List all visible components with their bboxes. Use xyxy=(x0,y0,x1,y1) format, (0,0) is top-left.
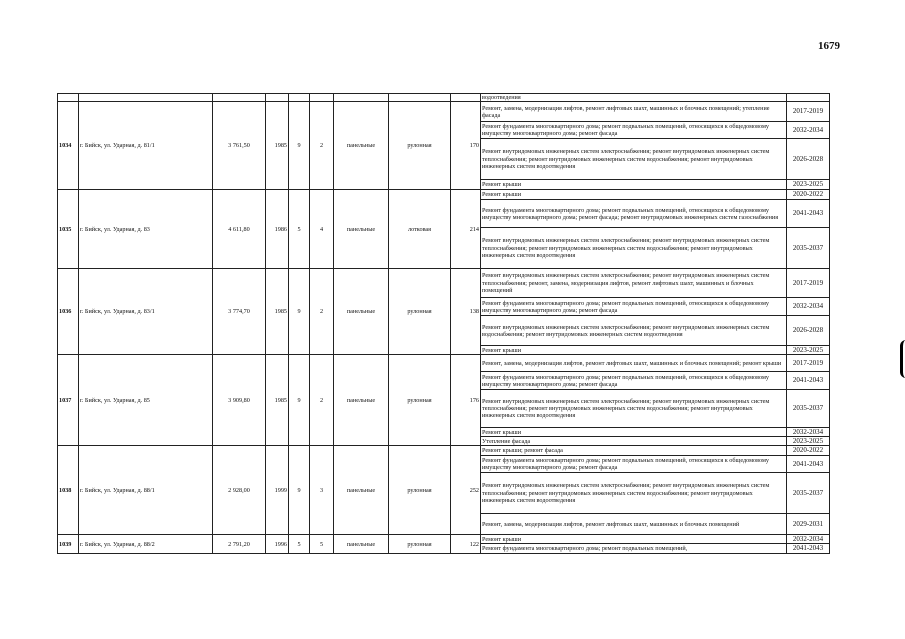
work-description: Утепление фасада xyxy=(481,437,787,446)
roof-type: рулонная xyxy=(389,446,451,535)
building-address: г. Бийск, ул. Ударная, д. 85 xyxy=(79,355,213,446)
work-description: Ремонт крыши; ремонт фасада xyxy=(481,446,787,456)
work-description: Ремонт, замена, модернизация лифтов, ремонт лифтовых шахт, машинных и блочных помещений; утепление фасада xyxy=(481,102,787,122)
building-area: 2 928,00 xyxy=(213,446,266,535)
period-cell: 2032-2034 xyxy=(787,122,830,139)
period-cell: 2029-2031 xyxy=(787,514,830,535)
build-year: 1999 xyxy=(266,446,289,535)
wall-material: панельные xyxy=(334,269,389,355)
build-year: 1985 xyxy=(266,269,289,355)
wall-material: панельные xyxy=(334,446,389,535)
floors-count: 5 xyxy=(289,190,310,269)
entrances-count: 4 xyxy=(310,190,334,269)
period-cell: 2020-2022 xyxy=(787,190,830,200)
empty-cell xyxy=(79,94,213,102)
entrances-count: 2 xyxy=(310,355,334,446)
floors-count: 9 xyxy=(289,102,310,190)
roof-type: рулонная xyxy=(389,535,451,554)
wall-material: панельные xyxy=(334,190,389,269)
work-description: Ремонт фундамента многоквартирного дома; ремонт подвальных помещений, относящихся к общедомовому имуществу многоквартирного дома; ремонт фасада xyxy=(481,372,787,390)
residents-count: 252 xyxy=(451,446,481,535)
residents-count: 214 xyxy=(451,190,481,269)
work-description: Ремонт, замена, модернизация лифтов, ремонт лифтовых шахт, машинных и блочных помещений; ремонт крыши xyxy=(481,355,787,372)
work-description: Ремонт фундамента многоквартирного дома; ремонт подвальных помещений, относящихся к общедомовому имуществу многоквартирного дома; ремонт фасада xyxy=(481,122,787,139)
table-row xyxy=(58,355,830,372)
table-row xyxy=(58,535,830,544)
entrances-count: 2 xyxy=(310,102,334,190)
building-area: 2 791,20 xyxy=(213,535,266,554)
binding-mark xyxy=(900,340,905,378)
period-cell: 2041-2043 xyxy=(787,544,830,554)
period-cell: 2032-2034 xyxy=(787,428,830,437)
work-description: Ремонт крыши xyxy=(481,180,787,190)
work-description: Ремонт внутридомовых инженерных систем электроснабжения; ремонт внутридомовых инженерных систем теплоснабжения; ремонт, замена, модернизация лифтов, ремонт лифтовых шахт, машинных и блочных помещений xyxy=(481,269,787,298)
building-address: г. Бийск, ул. Ударная, д. 83 xyxy=(79,190,213,269)
period-cell: 2023-2025 xyxy=(787,437,830,446)
build-year: 1985 xyxy=(266,355,289,446)
work-description: Ремонт крыши xyxy=(481,428,787,437)
entrances-count: 3 xyxy=(310,446,334,535)
building-area: 3 761,50 xyxy=(213,102,266,190)
work-description: Ремонт фундамента многоквартирного дома; ремонт подвальных помещений, относящихся к общедомовому имуществу многоквартирного дома; ремонт фасада xyxy=(481,298,787,316)
empty-cell xyxy=(266,94,289,102)
work-description: Ремонт внутридомовых инженерных систем электроснабжения; ремонт внутридомовых инженерных систем теплоснабжения; ремонт внутридомовых инженерных систем водоснабжения; ремонт внутридомовых инженерных систем водоотведения xyxy=(481,473,787,514)
empty-cell xyxy=(289,94,310,102)
wall-material: панельные xyxy=(334,102,389,190)
page-number: 1679 xyxy=(818,40,840,52)
work-description: Ремонт фундамента многоквартирного дома; ремонт подвальных помещений, относящихся к общедомовому имуществу многоквартирного дома; ремонт фасада xyxy=(481,456,787,473)
period-cell xyxy=(787,94,830,102)
table-row xyxy=(58,102,830,122)
period-cell: 2017-2019 xyxy=(787,102,830,122)
residents-count: 122 xyxy=(451,535,481,554)
residents-count: 176 xyxy=(451,355,481,446)
residents-count: 170 xyxy=(451,102,481,190)
table-row xyxy=(58,190,830,200)
roof-type: рулонная xyxy=(389,269,451,355)
entrances-count: 2 xyxy=(310,269,334,355)
floors-count: 9 xyxy=(289,446,310,535)
floors-count: 9 xyxy=(289,269,310,355)
period-cell: 2026-2028 xyxy=(787,316,830,346)
build-year: 1996 xyxy=(266,535,289,554)
table-row xyxy=(58,446,830,456)
work-description: Ремонт внутридомовых инженерных систем электроснабжения; ремонт внутридомовых инженерных систем теплоснабжения; ремонт внутридомовых инженерных систем водоснабжения; ремонт внутридомовых инженерных систем водоотведения xyxy=(481,228,787,269)
building-area: 4 611,80 xyxy=(213,190,266,269)
roof-type: лотковая xyxy=(389,190,451,269)
work-description: Ремонт фундамента многоквартирного дома; ремонт подвальных помещений, xyxy=(481,544,787,554)
building-address: г. Бийск, ул. Ударная, д. 81/1 xyxy=(79,102,213,190)
build-year: 1985 xyxy=(266,102,289,190)
work-description: Ремонт крыши xyxy=(481,190,787,200)
building-area: 3 774,70 xyxy=(213,269,266,355)
roof-type: рулонная xyxy=(389,355,451,446)
period-cell: 2035-2037 xyxy=(787,473,830,514)
building-address: г. Бийск, ул. Ударная, д. 88/1 xyxy=(79,446,213,535)
period-cell: 2041-2043 xyxy=(787,200,830,228)
building-number: 1039 xyxy=(58,535,79,554)
period-cell: 2032-2034 xyxy=(787,298,830,316)
building-number: 1035 xyxy=(58,190,79,269)
build-year: 1986 xyxy=(266,190,289,269)
building-address: г. Бийск, ул. Ударная, д. 88/2 xyxy=(79,535,213,554)
work-description: Ремонт внутридомовых инженерных систем электроснабжения; ремонт внутридомовых инженерных систем теплоснабжения; ремонт внутридомовых инженерных систем водоснабжения; ремонт внутридомовых инженерных систем водоотведения xyxy=(481,390,787,428)
empty-cell xyxy=(451,94,481,102)
wall-material: панельные xyxy=(334,535,389,554)
work-description: Ремонт крыши xyxy=(481,346,787,355)
building-number: 1037 xyxy=(58,355,79,446)
floors-count: 5 xyxy=(289,535,310,554)
period-cell: 2017-2019 xyxy=(787,355,830,372)
table-row xyxy=(58,94,830,102)
empty-cell xyxy=(389,94,451,102)
period-cell: 2023-2025 xyxy=(787,346,830,355)
work-description: водоотведения xyxy=(481,94,787,102)
building-area: 3 909,80 xyxy=(213,355,266,446)
work-description: Ремонт внутридомовых инженерных систем электроснабжения; ремонт внутридомовых инженерных систем теплоснабжения; ремонт внутридомовых инженерных систем водоснабжения; ремонт внутридомовых инженерных систем водоотведения xyxy=(481,139,787,180)
empty-cell xyxy=(334,94,389,102)
table-body xyxy=(58,94,830,554)
building-number: 1038 xyxy=(58,446,79,535)
empty-cell xyxy=(213,94,266,102)
floors-count: 9 xyxy=(289,355,310,446)
table-row xyxy=(58,269,830,298)
building-number: 1036 xyxy=(58,269,79,355)
period-cell: 2032-2034 xyxy=(787,535,830,544)
period-cell: 2026-2028 xyxy=(787,139,830,180)
work-description: Ремонт крыши xyxy=(481,535,787,544)
period-cell: 2035-2037 xyxy=(787,228,830,269)
building-address: г. Бийск, ул. Ударная, д. 83/1 xyxy=(79,269,213,355)
period-cell: 2020-2022 xyxy=(787,446,830,456)
empty-cell xyxy=(310,94,334,102)
work-description: Ремонт внутридомовых инженерных систем электроснабжения; ремонт внутридомовых инженерных систем водоснабжения; ремонт внутридомовых инженерных систем водоотведения xyxy=(481,316,787,346)
work-description: Ремонт, замена, модернизация лифтов, ремонт лифтовых шахт, машинных и блочных помещений xyxy=(481,514,787,535)
building-number: 1034 xyxy=(58,102,79,190)
entrances-count: 5 xyxy=(310,535,334,554)
period-cell: 2017-2019 xyxy=(787,269,830,298)
roof-type: рулонная xyxy=(389,102,451,190)
period-cell: 2023-2025 xyxy=(787,180,830,190)
period-cell: 2041-2043 xyxy=(787,372,830,390)
empty-cell xyxy=(58,94,79,102)
period-cell: 2035-2037 xyxy=(787,390,830,428)
work-description: Ремонт фундамента многоквартирного дома; ремонт подвальных помещений, относящихся к общедомовому имуществу многоквартирного дома; ремонт фасада; ремонт внутридомовых инженерных систем газоснабжения xyxy=(481,200,787,228)
residents-count: 138 xyxy=(451,269,481,355)
period-cell: 2041-2043 xyxy=(787,456,830,473)
wall-material: панельные xyxy=(334,355,389,446)
repair-schedule-table xyxy=(57,93,830,554)
